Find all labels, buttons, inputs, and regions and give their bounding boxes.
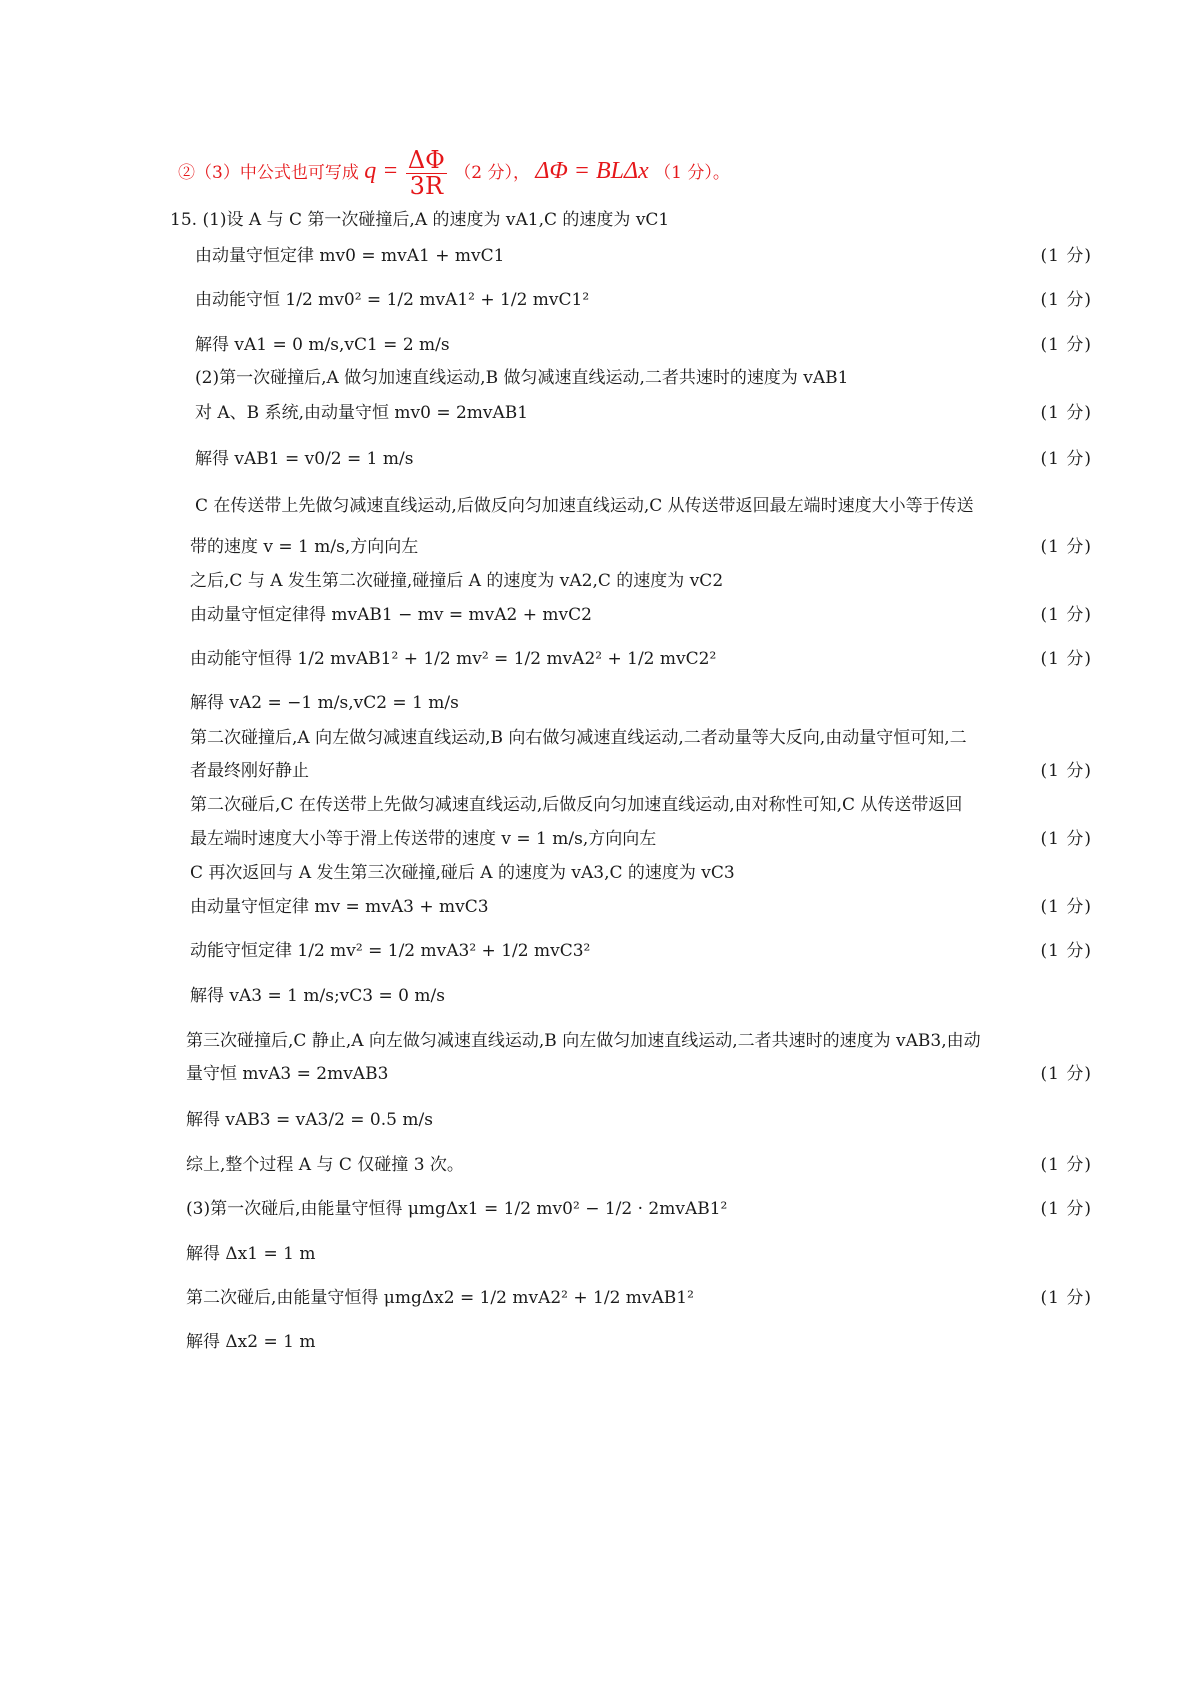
line-20 xyxy=(0,976,1200,1016)
line-text: 动能守恒定律 1/2 mv² = 1/2 mvA3² + 1/2 mvC3² xyxy=(190,941,591,961)
line-11 xyxy=(0,639,1200,679)
line-28 xyxy=(0,1322,1200,1362)
line-22 xyxy=(0,1054,1200,1094)
line-text: C 再次返回与 A 发生第三次碰撞,碰后 A 的速度为 vA3,C 的速度为 vC3 xyxy=(190,863,735,883)
line-text: 由动量守恒定律得 mvAB1 − mv = mvA2 + mvC2 xyxy=(190,605,592,625)
line-7 xyxy=(0,486,1200,526)
line-text: (3)第一次碰后,由能量守恒得 μmgΔx1 = 1/2 mv0² − 1/2 · 2mvAB1² xyxy=(186,1199,728,1219)
line-text: 第二次碰撞后,A 向左做匀减速直线运动,B 向右做匀减速直线运动,二者动量等大反向,由动量守恒可知,二 xyxy=(190,728,967,748)
line-score: (1 分) xyxy=(1040,403,1092,423)
line-5 xyxy=(0,393,1200,433)
line-text: 解得 vA1 = 0 m/s,vC1 = 2 m/s xyxy=(195,335,450,355)
line-score: (1 分) xyxy=(1040,605,1092,625)
line-text: 解得 Δx2 = 1 m xyxy=(186,1332,316,1352)
line-score: (1 分) xyxy=(1040,449,1092,469)
line-score: (1 分) xyxy=(1040,761,1092,781)
line-text: 解得 Δx1 = 1 m xyxy=(186,1244,316,1264)
note-frac-den: 3R xyxy=(409,172,444,200)
line-text: 解得 vA3 = 1 m/s;vC3 = 0 m/s xyxy=(190,986,445,1006)
line-text: 解得 vAB1 = v0/2 = 1 m/s xyxy=(195,449,414,469)
line-text: 对 A、B 系统,由动量守恒 mv0 = 2mvAB1 xyxy=(195,403,529,423)
line-score: (1 分) xyxy=(1040,1064,1092,1084)
line-0 xyxy=(0,200,1200,240)
note-fraction xyxy=(406,145,447,200)
line-text: 第二次碰后,C 在传送带上先做匀减速直线运动,后做反向匀加速直线运动,由对称性可知,C 从传送带返回 xyxy=(190,795,963,815)
line-score: (1 分) xyxy=(1040,290,1092,310)
line-1 xyxy=(0,236,1200,276)
line-score: (1 分) xyxy=(1040,537,1092,557)
line-10 xyxy=(0,595,1200,635)
line-text: 之后,C 与 A 发生第二次碰撞,碰撞后 A 的速度为 vA2,C 的速度为 vC2 xyxy=(190,571,724,591)
line-score: (1 分) xyxy=(1040,829,1092,849)
line-score: (1 分) xyxy=(1040,941,1092,961)
line-text: 量守恒 mvA3 = 2mvAB3 xyxy=(186,1064,389,1084)
line-text: 15. (1)设 A 与 C 第一次碰撞后,A 的速度为 vA1,C 的速度为 vC1 xyxy=(170,210,670,230)
line-12 xyxy=(0,683,1200,723)
line-text: 由动能守恒 1/2 mv0² = 1/2 mvA1² + 1/2 mvC1² xyxy=(195,290,590,310)
line-text: 第三次碰撞后,C 静止,A 向左做匀减速直线运动,B 向左做匀加速直线运动,二者共速时的速度为 vAB3,由动 xyxy=(186,1031,981,1051)
note-frac-num: ΔΦ xyxy=(407,145,445,174)
line-text: 带的速度 v = 1 m/s,方向向左 xyxy=(190,537,419,557)
line-score: (1 分) xyxy=(1040,335,1092,355)
line-text: 由动量守恒定律 mv = mvA3 + mvC3 xyxy=(190,897,489,917)
note-q: q = xyxy=(364,158,399,184)
line-27 xyxy=(0,1278,1200,1318)
line-4 xyxy=(0,358,1200,398)
line-text: 第二次碰后,由能量守恒得 μmgΔx2 = 1/2 mvA2² + 1/2 mvAB1² xyxy=(186,1288,694,1308)
note-score-a: （2 分）， xyxy=(454,163,530,183)
line-score: (1 分) xyxy=(1040,1199,1092,1219)
line-23 xyxy=(0,1100,1200,1140)
line-18 xyxy=(0,887,1200,927)
line-text: 解得 vA2 = −1 m/s,vC2 = 1 m/s xyxy=(190,693,459,713)
line-score: (1 分) xyxy=(1040,1288,1092,1308)
line-text: C 在传送带上先做匀减速直线运动,后做反向匀加速直线运动,C 从传送带返回最左端时速度大小等于传送 xyxy=(195,496,974,516)
line-25 xyxy=(0,1189,1200,1229)
note-flux: ΔΦ = BLΔx xyxy=(535,158,649,184)
line-score: (1 分) xyxy=(1040,897,1092,917)
line-text: 由动能守恒得 1/2 mvAB1² + 1/2 mv² = 1/2 mvA2² + 1/2 mvC2² xyxy=(190,649,717,669)
line-score: (1 分) xyxy=(1040,649,1092,669)
note-line xyxy=(0,145,1200,200)
line-text: 解得 vAB3 = vA3/2 = 0.5 m/s xyxy=(186,1110,433,1130)
note-score-b: （1 分）。 xyxy=(654,163,730,183)
line-6 xyxy=(0,439,1200,479)
line-26 xyxy=(0,1234,1200,1274)
line-score: (1 分) xyxy=(1040,246,1092,266)
line-text: 由动量守恒定律 mv0 = mvA1 + mvC1 xyxy=(195,246,505,266)
line-text: (2)第一次碰撞后,A 做匀加速直线运动,B 做匀减速直线运动,二者共速时的速度为 vAB1 xyxy=(195,368,849,388)
line-text: 综上,整个过程 A 与 C 仅碰撞 3 次。 xyxy=(186,1155,464,1175)
line-text: 最左端时速度大小等于滑上传送带的速度 v = 1 m/s,方向向左 xyxy=(190,829,657,849)
line-2 xyxy=(0,280,1200,320)
line-19 xyxy=(0,931,1200,971)
line-score: (1 分) xyxy=(1040,1155,1092,1175)
line-text: 者最终刚好静止 xyxy=(190,761,309,781)
note-prefix: ②（3）中公式也可写成 xyxy=(178,163,359,183)
line-24 xyxy=(0,1145,1200,1185)
